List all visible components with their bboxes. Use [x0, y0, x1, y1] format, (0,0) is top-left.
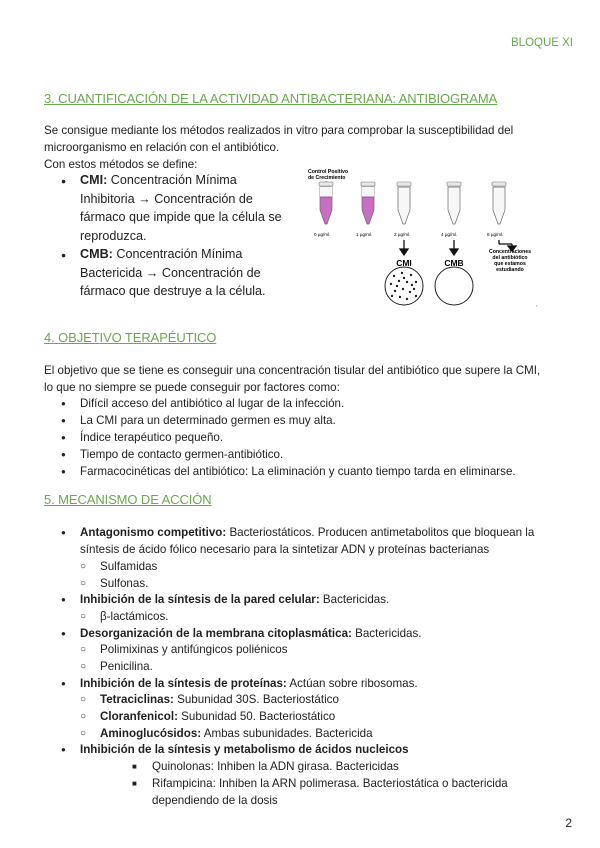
drug-text: Subunidad 50. Bacteriostático — [177, 710, 336, 723]
sub-sub-list — [44, 758, 584, 809]
drug-term: Aminoglucósidos: — [100, 727, 202, 740]
sub-item: ○ Penicilina. — [44, 658, 574, 675]
cmb-text: Bactericida → Concentración de — [80, 265, 261, 280]
section-4-title: 4. OBJETIVO TERAPÉUTICO — [44, 330, 217, 345]
sub-sub-item — [44, 775, 584, 809]
mechanisms-list — [44, 591, 574, 608]
colony-dot — [409, 291, 411, 293]
cmi-text: Inhibitoria → Concentración de — [80, 191, 253, 206]
sub-list — [44, 691, 574, 742]
colony-dot — [398, 280, 400, 282]
drug-text: Ambas subunidades. Bactericida — [201, 727, 373, 740]
sub-sub-text: ■ Rifampicina: Inhiben la ARN polimerasa. Bacteriostática o bactericida — [152, 777, 508, 790]
tube-label-4: 8 µg/ml. — [487, 232, 504, 237]
colony-dot — [390, 283, 392, 285]
intro-line: Con estos métodos se define: — [44, 158, 198, 171]
colony-dot — [401, 272, 403, 274]
mechanism-text: Bactericidas. — [319, 593, 390, 606]
section-4-intro — [44, 362, 569, 396]
tube-label-1: 1 µg/ml. — [356, 232, 373, 237]
sub-item: ○ Polimixinas y antifúngicos poliénicos — [44, 641, 574, 658]
cmi-plate — [385, 267, 423, 305]
colony-dot — [410, 274, 412, 276]
conc-label: del antibiótico — [492, 255, 528, 261]
tube-2 — [397, 182, 411, 224]
sub-item: ○ Sulfonas. — [44, 575, 574, 592]
sub-sub-item: ■ Quinolonas: Inhiben la ADN girasa. Bactericidas — [44, 758, 584, 775]
colony-dot — [411, 284, 413, 286]
cmb-plate — [435, 267, 473, 305]
colony-dot — [415, 295, 417, 297]
cmi-figure-label: CMI — [396, 258, 412, 268]
sub-list — [44, 558, 574, 592]
sub-item — [44, 708, 574, 725]
tube-0 — [319, 182, 333, 224]
sub-sub-text: dependiendo de la dosis — [152, 794, 278, 807]
cmi-text: Concentración Mínima — [107, 173, 237, 187]
cmi-item — [44, 171, 304, 245]
colony-dot — [399, 296, 401, 298]
svg-text:,: , — [536, 302, 538, 308]
factors-list — [44, 395, 574, 480]
mechanisms-list — [44, 524, 574, 558]
mechanism-term: Inhibición de la síntesis y metabolismo de ácidos nucleicos — [80, 743, 409, 756]
mechanism-text: Bactericidas. — [351, 627, 422, 640]
intro-line: Se consigue mediante los métodos realizados in vitro para comprobar la susceptibilidad del — [44, 124, 514, 137]
drug-text: Subunidad 30S. Bacteriostático — [173, 693, 339, 706]
list-item — [44, 524, 574, 558]
list-item: ● La CMI para un determinado germen es muy alta. — [44, 412, 574, 429]
intro-line: microorganismo en relación con el antibiótico. — [44, 141, 280, 154]
sub-item — [44, 725, 574, 742]
colony-dot — [406, 281, 408, 283]
list-item: ● Tiempo de contacto germen-antibiótico. — [44, 446, 574, 463]
section-5-title: 5. MECANISMO DE ACCIÓN — [44, 492, 212, 507]
cmi-text: reproduzca. — [80, 228, 147, 243]
colony-dot — [394, 290, 396, 292]
control-label: de Crecimiento — [308, 175, 346, 181]
block-header: BLOQUE XI — [511, 37, 573, 49]
mechanism-term: Inhibición de la síntesis de proteínas: — [80, 677, 287, 690]
colony-dot — [402, 288, 404, 290]
cmb-text: Concentración Mínima — [112, 247, 243, 261]
colony-dot — [393, 275, 395, 277]
section-3-title: 3. CUANTIFICACIÓN DE LA ACTIVIDAD ANTIBACTERIANA: ANTIBIOGRAMA — [44, 91, 498, 106]
tube-3 — [447, 182, 461, 224]
list-item: ● Índice terapéutico pequeño. — [44, 429, 574, 446]
mechanism-term: Desorganización de la membrana citoplasmática: — [80, 627, 352, 640]
control-label: Control Positivo — [308, 169, 349, 175]
mechanism-text: Actúan sobre ribosomas. — [286, 677, 418, 690]
page-number: 2 — [565, 816, 572, 830]
sub-list — [44, 608, 574, 625]
tube-1 — [361, 182, 375, 224]
colony-dots — [390, 272, 417, 300]
conc-label: Concentraciones — [488, 249, 532, 255]
list-item: ● Farmacocinéticas del antibiótico: La eliminación y cuanto tiempo tarda en eliminarse. — [44, 463, 574, 480]
antibiogram-figure — [300, 164, 570, 310]
colony-dot — [413, 288, 415, 290]
intro-line: El objetivo que se tiene es conseguir una concentración tisular del antibiótico que supere la CMI, — [44, 364, 541, 377]
colony-dot — [415, 281, 417, 283]
tube-4 — [492, 182, 506, 224]
cmb-figure-label: CMB — [444, 258, 464, 268]
cmi-cmb-list — [44, 171, 304, 301]
drug-term: Cloranfenicol: — [100, 710, 178, 723]
cmb-item — [44, 245, 304, 301]
cmi-text: fármaco que impide que la célula se — [80, 210, 282, 224]
drug-term: Tetraciclinas: — [100, 693, 174, 706]
list-item — [44, 625, 574, 642]
colony-dot — [406, 298, 408, 300]
sub-item: ○ Sulfamidas — [44, 558, 574, 575]
list-item: ● Difícil acceso del antibiótico al lugar de la infección. — [44, 395, 574, 412]
intro-line: lo que no siempre se puede conseguir por factores como: — [44, 381, 340, 394]
colony-dot — [391, 295, 393, 297]
tube-label-2: 2 µg/ml. — [394, 232, 411, 237]
mechanism-term: Antagonismo competitivo: — [80, 526, 227, 539]
sub-item — [44, 691, 574, 708]
mechanism-text: síntesis de ácido fólico necesario para la sintetizar ADN y proteínas bacterianas — [80, 543, 490, 556]
colony-dot — [396, 285, 398, 287]
list-item — [44, 591, 574, 608]
mechanism-text: Bacteriostáticos. Producen antimetabolitos que bloquean la — [226, 526, 535, 539]
tube-label-3: 4 µg/ml. — [441, 232, 458, 237]
list-item — [44, 741, 574, 758]
mechanism-term: Inhibición de la síntesis de la pared celular: — [80, 593, 320, 606]
mechanisms-list — [44, 625, 574, 642]
cmb-term: CMB: — [80, 247, 113, 261]
cmb-text: fármaco que destruye a la célula. — [80, 284, 266, 298]
tube-label-0: 0 µg/ml. — [314, 232, 331, 237]
conc-label: que estamos — [494, 261, 526, 267]
mechanisms-list — [44, 675, 574, 692]
colony-dot — [403, 277, 405, 279]
sub-list — [44, 641, 574, 675]
list-item — [44, 675, 574, 692]
conc-label: estudiando — [496, 267, 524, 273]
sub-item: ○ β-lactámicos. — [44, 608, 574, 625]
cmi-term: CMI: — [80, 173, 108, 187]
mechanisms-list — [44, 741, 574, 758]
